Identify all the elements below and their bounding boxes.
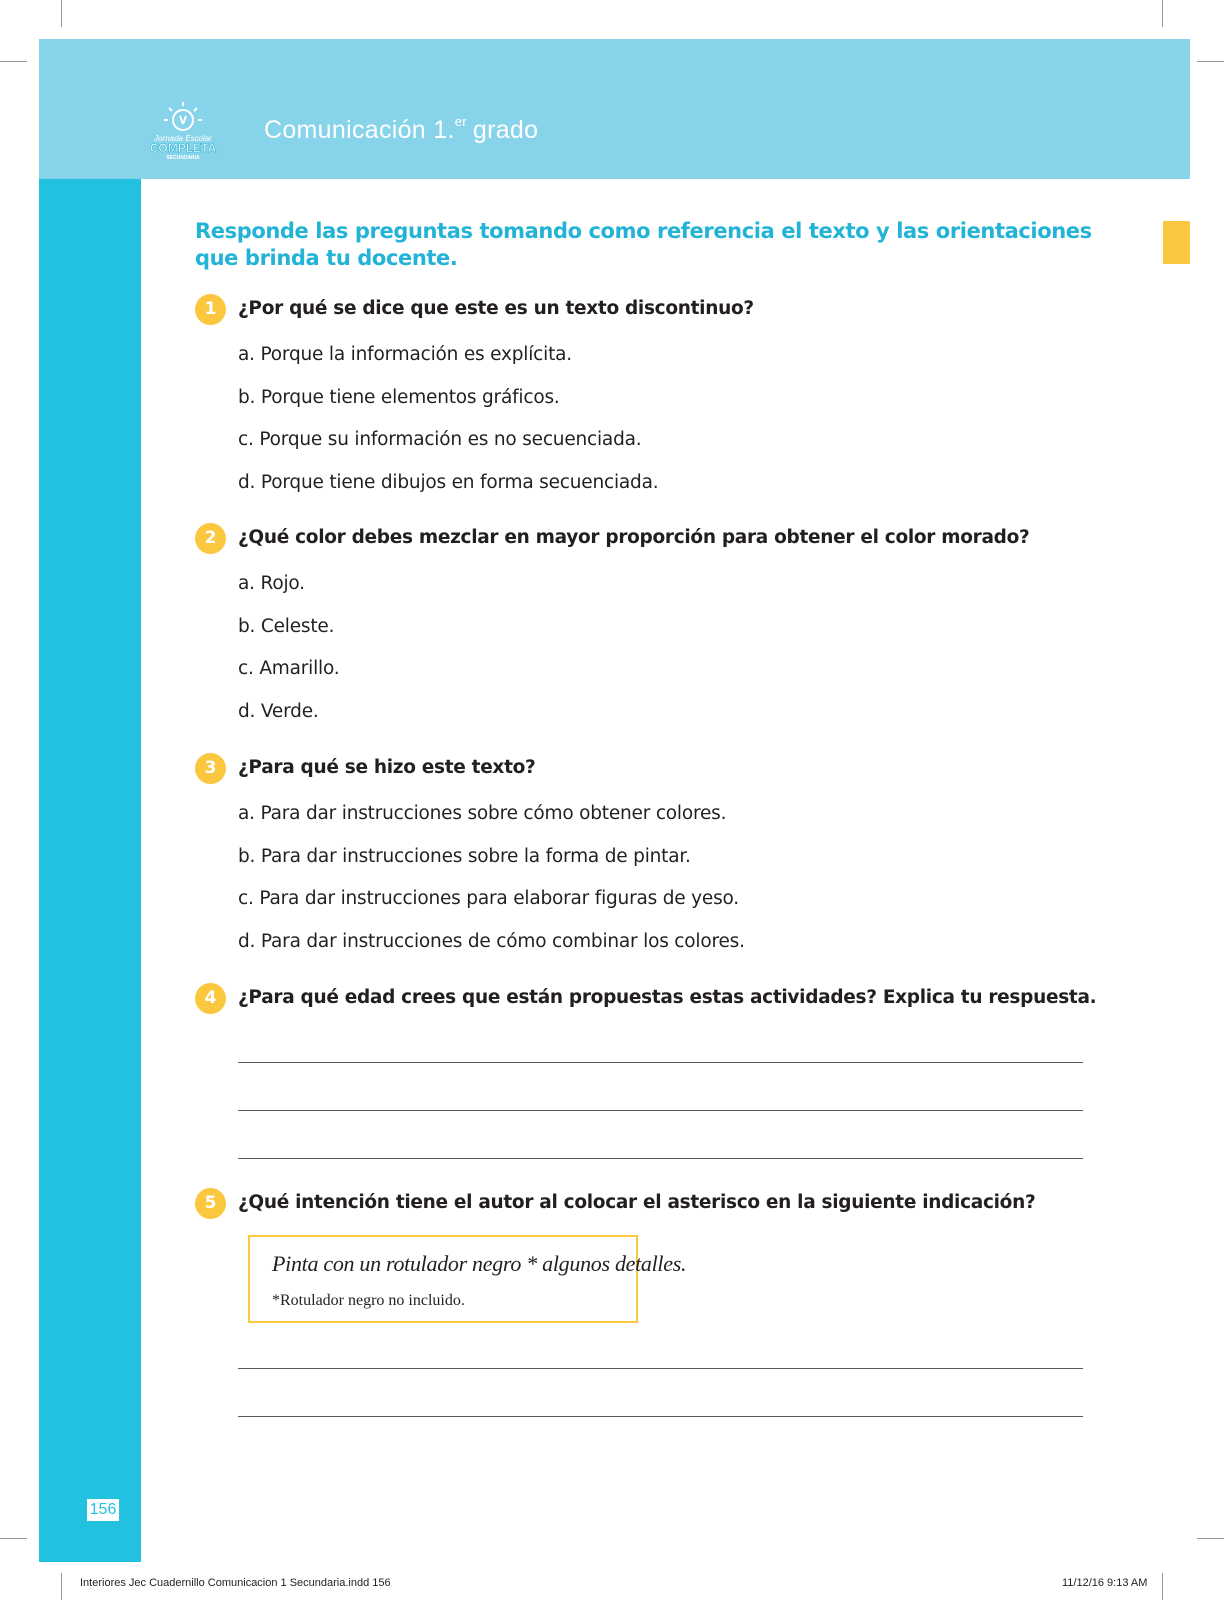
option-b[interactable]: b. Celeste. [238,615,335,637]
title-end: grado [472,116,539,144]
svg-text:COMPLETA: COMPLETA [149,141,217,155]
option-c[interactable]: c. Porque su información es no secuenciada. [238,429,642,451]
question-4 [195,983,1095,1015]
answer-line[interactable] [238,1110,1083,1111]
question-5 [195,1188,1095,1220]
logo [142,98,224,162]
option-d[interactable]: d. Porque tiene dibujos en forma secuenciada. [238,472,659,494]
question-text: ¿Para qué se hizo este texto? [238,757,536,778]
question-number-badge: 5 [195,1188,226,1219]
option-b[interactable]: b. Porque tiene elementos gráficos. [238,386,560,408]
quote-box [248,1235,687,1323]
answer-line[interactable] [238,1368,1083,1369]
title-main: Comunicación 1. [264,116,455,144]
crop-mark [1162,1573,1163,1600]
side-bar [39,179,141,1562]
option-a[interactable]: a. Porque la información es explícita. [238,344,572,365]
question-number-badge: 2 [195,523,226,554]
question-1 [195,294,1095,505]
page-number: 156 [87,1499,119,1521]
option-a[interactable]: a. Rojo. [238,573,305,594]
instruction-heading: Responde las preguntas tomando como referencia el texto y las orientaciones que brinda tu docente. [195,219,1092,270]
option-d[interactable]: d. Verde. [238,701,319,723]
answer-line[interactable] [238,1062,1083,1063]
question-number-badge: 3 [195,753,226,784]
option-c[interactable]: c. Para dar instrucciones para elaborar figuras de yeso. [238,888,739,910]
question-3 [195,753,1095,964]
svg-text:Jornada Escolar: Jornada Escolar [154,134,212,143]
title-superscript: er [454,114,467,129]
answer-line[interactable] [238,1158,1083,1159]
option-d[interactable]: d. Para dar instrucciones de cómo combinar los colores. [238,931,745,953]
question-2 [195,523,1095,734]
question-text: ¿Para qué edad crees que están propuestas estas actividades? Explica tu respuesta. [238,987,1097,1008]
question-number-badge: 4 [195,983,226,1014]
yellow-tab [1163,221,1190,264]
lightbulb-icon [142,98,224,162]
footer-datetime: 11/12/16 9:13 AM [1062,1577,1148,1589]
crop-mark [1197,1538,1224,1539]
options-list [195,563,1095,734]
options-list [195,334,1095,505]
option-c[interactable]: c. Amarillo. [238,658,340,680]
question-text: ¿Por qué se dice que este es un texto discontinuo? [238,298,754,319]
options-list [195,793,1095,964]
quote-text: Pinta con un rotulador negro * algunos detalles. [272,1251,687,1276]
answer-line[interactable] [238,1416,1083,1417]
svg-text:SECUNDARIA: SECUNDARIA [166,155,200,161]
crop-mark [61,1573,62,1600]
footer-file-info: Interiores Jec Cuadernillo Comunicacion 1 Secundaria.indd 156 [80,1577,391,1589]
crop-mark [1162,0,1163,27]
crop-mark [0,61,27,62]
page-title [264,114,538,145]
crop-mark [1197,61,1224,62]
question-text: ¿Qué intención tiene el autor al colocar el asterisco en la siguiente indicación? [238,1192,1036,1213]
question-text: ¿Qué color debes mezclar en mayor proporción para obtener el color morado? [238,527,1030,548]
option-a[interactable]: a. Para dar instrucciones sobre cómo obtener colores. [238,803,727,824]
quote-footnote: *Rotulador negro no incluido. [272,1292,465,1309]
crop-mark [61,0,62,27]
question-number-badge: 1 [195,294,226,325]
option-b[interactable]: b. Para dar instrucciones sobre la forma de pintar. [238,845,691,867]
crop-mark [0,1538,27,1539]
